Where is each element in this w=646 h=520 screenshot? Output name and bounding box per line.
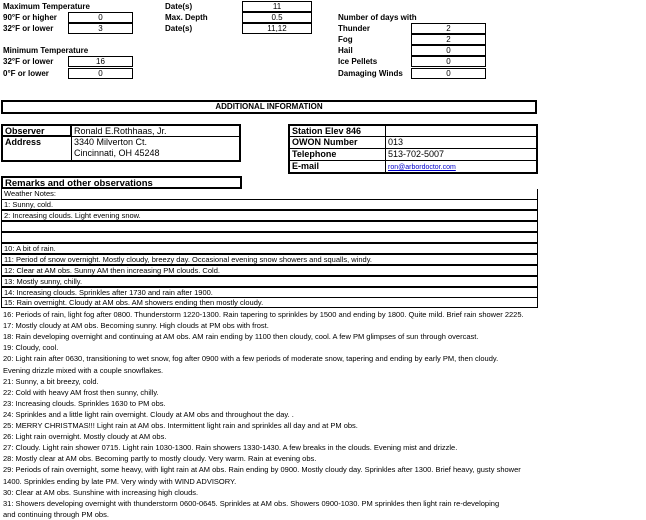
email-link[interactable]: ron@arbordoctor.com bbox=[388, 164, 456, 171]
hail-label: Hail bbox=[338, 46, 353, 55]
remark-line: 27: Cloudy. Light rain shower 0715. Light rain 1030-1300. Rain showers 1330-1430. A few breaks in the clouds. Evening mist and drizzle. bbox=[3, 443, 458, 453]
remark-line: 29: Periods of rain overnight, some heavy, with light rain at AM obs. Rain ending by 0900. Mostly cloudy day. Sprinkles after 1300. Brief heavy, gusty shower bbox=[3, 465, 521, 475]
ice-pellets-label: Ice Pellets bbox=[338, 57, 378, 66]
min-32-label: 32°F or lower bbox=[3, 57, 54, 66]
days-heading: Number of days with bbox=[338, 13, 417, 22]
min-0-value: 0 bbox=[68, 68, 133, 79]
email-cell bbox=[385, 160, 538, 174]
fog-value: 2 bbox=[411, 34, 486, 45]
max-depth-value: 0.5 bbox=[242, 12, 312, 23]
remarks-title: Remarks and other observations bbox=[1, 176, 242, 189]
remark-line: 23: Increasing clouds. Sprinkles 1630 to PM obs. bbox=[3, 398, 166, 408]
remark-line: and continuing through PM obs. bbox=[3, 509, 109, 519]
remark-row: 1: Sunny, cold. bbox=[1, 199, 538, 210]
remark-line: 25: MERRY CHRISTMAS!!! Light rain at AM obs. Intermittent light rain and sprinkles all day and at PM obs. bbox=[3, 421, 358, 430]
max-90-value: 0 bbox=[68, 12, 133, 23]
date-label-2: Date(s) bbox=[165, 24, 193, 33]
remark-row: 14: Increasing clouds. Sprinkles after 1730 and rain after 1900. bbox=[1, 287, 538, 298]
remark-line: 30: Clear at AM obs. Sunshine with increasing high clouds. bbox=[3, 487, 199, 497]
date-value-2: 11,12 bbox=[242, 23, 312, 34]
telephone-value: 513-702-5007 bbox=[385, 148, 538, 161]
date-label-1: Date(s) bbox=[165, 2, 193, 11]
remark-line: 20: Light rain after 0630, transitioning to wet snow, fog after 0900 with a few periods of moderate snow, tapering and ending by early PM, then cloudy. bbox=[3, 354, 499, 364]
thunder-value: 2 bbox=[411, 23, 486, 34]
observer-label: Observer bbox=[1, 124, 72, 137]
owon-value: 013 bbox=[385, 136, 538, 149]
observer-value: Ronald E.Rothhaas, Jr. bbox=[71, 124, 241, 137]
remark-line: Evening drizzle mixed with a couple snowflakes. bbox=[3, 365, 164, 375]
remark-line: 21: Sunny, a bit breezy, cold. bbox=[3, 376, 99, 386]
telephone-label: Telephone bbox=[288, 148, 386, 161]
min-32-value: 16 bbox=[68, 56, 133, 67]
remark-line: 16: Periods of rain, light fog after 0800. Thunderstorm 1220-1300. Rain tapering to sprinkles by 1500 and ending by 1800. Quite mild. Brief rain shower 2225. bbox=[3, 310, 524, 319]
remark-row: 15: Rain overnight. Cloudy at AM obs. AM showers ending then mostly cloudy. bbox=[1, 297, 538, 308]
ice-pellets-value: 0 bbox=[411, 56, 486, 67]
max-90-label: 90°F or higher bbox=[3, 13, 57, 22]
remark-line: 17: Mostly cloudy at AM obs. Becoming sunny. High clouds at PM obs with frost. bbox=[3, 321, 269, 331]
damaging-winds-value: 0 bbox=[411, 68, 486, 79]
email-label: E-mail bbox=[288, 160, 386, 174]
remark-row: 13: Mostly sunny, chilly. bbox=[1, 276, 538, 287]
fog-label: Fog bbox=[338, 35, 353, 44]
max-depth-label: Max. Depth bbox=[165, 13, 208, 22]
address-line2: Cincinnati, OH 45248 bbox=[74, 148, 160, 158]
remark-line: 26: Light rain overnight. Mostly cloudy at AM obs. bbox=[3, 432, 167, 442]
min-temp-heading: Minimum Temperature bbox=[3, 46, 89, 55]
address-line1: 3340 Milverton Ct. bbox=[74, 137, 148, 147]
damaging-winds-label: Damaging Winds bbox=[338, 69, 403, 78]
owon-label: OWON Number bbox=[288, 136, 386, 149]
max-32-value: 3 bbox=[68, 23, 133, 34]
remark-line: 28: Mostly clear at AM obs. Becoming partly to mostly cloudy. Very warm. Rain at evening obs. bbox=[3, 454, 317, 464]
additional-info-bar bbox=[1, 100, 537, 114]
weather-notes-row: Weather Notes: bbox=[1, 189, 538, 200]
remark-row: 11: Period of snow overnight. Mostly cloudy, breezy day. Occasional evening snow showers and squalls, windy. bbox=[1, 254, 538, 265]
thunder-label: Thunder bbox=[338, 24, 370, 33]
address-value bbox=[71, 136, 241, 162]
remark-line: 22: Cold with heavy AM frost then sunny, chilly. bbox=[3, 387, 159, 397]
date-value-1: 11 bbox=[242, 1, 312, 12]
remark-line: 31: Showers developing overnight with thunderstorm 0600-0645. Sprinkles at AM obs. Showers 0900-1030. PM sprinkles then light rain re-developing bbox=[3, 498, 500, 508]
remark-line: 1400. Sprinkles ending by late PM. Very windy with WIND ADVISORY. bbox=[3, 476, 237, 486]
hail-value: 0 bbox=[411, 45, 486, 56]
remark-line: 18: Rain developing overnight and continuing at AM obs. AM rain ending by 1100 then cloudy, cool. A few PM glimpses of sun through overcast. bbox=[3, 332, 479, 342]
min-0-label: 0°F or lower bbox=[3, 69, 49, 78]
remark-row bbox=[1, 232, 538, 243]
remark-line: 19: Cloudy, cool. bbox=[3, 343, 59, 353]
remark-line: 24: Sprinkles and a little light rain overnight. Cloudy at AM obs and throughout the day. . bbox=[3, 409, 294, 419]
additional-info-title: ADDITIONAL INFORMATION bbox=[215, 102, 323, 111]
remark-row: 12: Clear at AM obs. Sunny AM then increasing PM clouds. Cold. bbox=[1, 265, 538, 276]
remark-row bbox=[1, 221, 538, 232]
address-label: Address bbox=[1, 136, 72, 162]
remark-row: 10: A bit of rain. bbox=[1, 243, 538, 254]
station-elev-label: Station Elev 846 bbox=[288, 124, 386, 137]
max-32-label: 32°F or lower bbox=[3, 24, 54, 33]
max-temp-heading: Maximum Temperature bbox=[3, 2, 90, 11]
remark-row: 2: Increasing clouds. Light evening snow. bbox=[1, 210, 538, 221]
